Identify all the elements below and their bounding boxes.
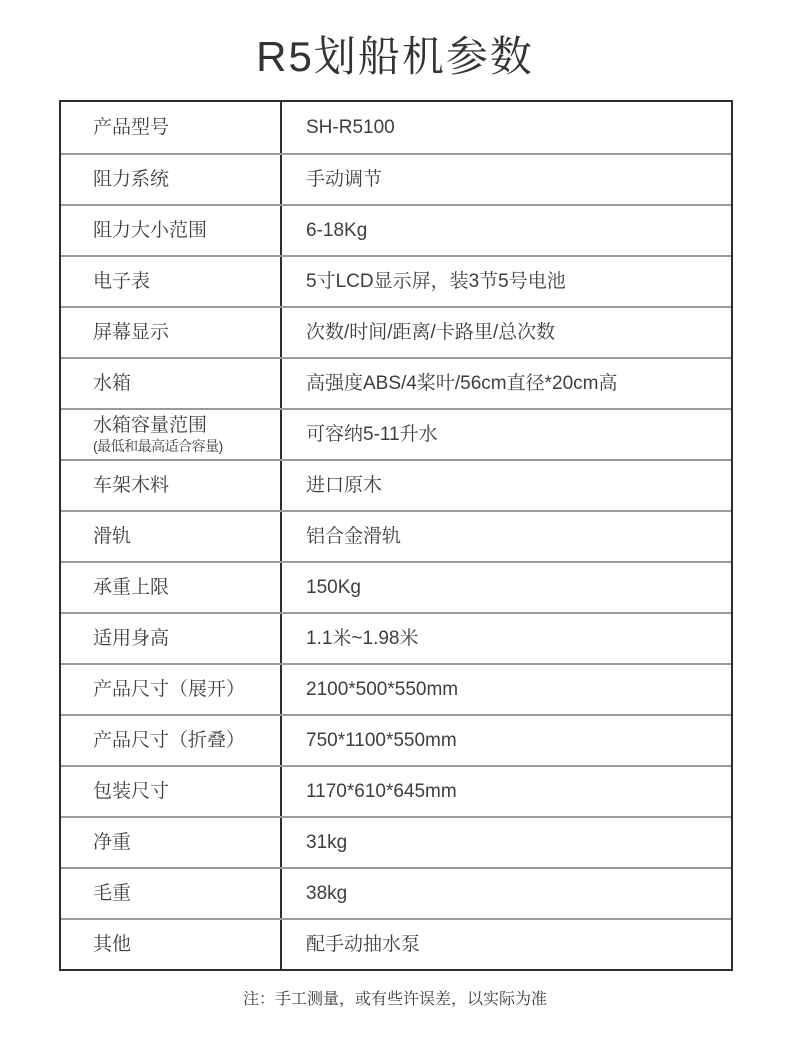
spec-label: 屏幕显示 — [93, 321, 170, 343]
spec-value-cell — [282, 512, 731, 561]
spec-value-cell — [282, 102, 731, 153]
spec-label: 阻力系统 — [93, 168, 170, 190]
table-row — [61, 561, 731, 612]
spec-value: 6-18Kg — [306, 219, 368, 241]
spec-value-cell — [282, 665, 731, 714]
spec-label-cell — [61, 359, 282, 408]
spec-value: 38kg — [306, 882, 348, 904]
table-row — [61, 408, 731, 459]
table-row — [61, 357, 731, 408]
spec-label: 产品尺寸（折叠） — [93, 729, 246, 751]
spec-value-cell — [282, 767, 731, 816]
table-row — [61, 714, 731, 765]
table-row — [61, 459, 731, 510]
spec-value: 手动调节 — [306, 168, 383, 190]
spec-value: 2100*500*550mm — [306, 678, 459, 700]
spec-label-cell — [61, 767, 282, 816]
spec-label: 承重上限 — [93, 576, 170, 598]
spec-label-cell — [61, 665, 282, 714]
spec-table — [59, 100, 733, 971]
spec-label-cell — [61, 818, 282, 867]
spec-value: 可容纳5-11升水 — [306, 423, 438, 445]
spec-value: 次数/时间/距离/卡路里/总次数 — [306, 321, 556, 343]
spec-value: 150Kg — [306, 576, 361, 598]
table-row — [61, 153, 731, 204]
spec-value-cell — [282, 869, 731, 918]
spec-label-cell — [61, 155, 282, 204]
spec-label-cell — [61, 410, 282, 459]
table-row — [61, 102, 731, 153]
table-row — [61, 918, 731, 969]
spec-label-cell — [61, 869, 282, 918]
spec-value: SH-R5100 — [306, 116, 395, 138]
spec-label: 产品尺寸（展开） — [93, 678, 246, 700]
spec-label-cell — [61, 102, 282, 153]
spec-value: 高强度ABS/4桨叶/56cm直径*20cm高 — [306, 372, 618, 394]
spec-label-cell — [61, 257, 282, 306]
spec-value-cell — [282, 614, 731, 663]
spec-label-cell — [61, 308, 282, 357]
table-row — [61, 663, 731, 714]
spec-value-cell — [282, 155, 731, 204]
spec-label-cell — [61, 512, 282, 561]
spec-value: 1.1米~1.98米 — [306, 627, 419, 649]
table-row — [61, 867, 731, 918]
spec-label: 适用身高 — [93, 627, 170, 649]
spec-label: 水箱 — [93, 372, 132, 394]
spec-label: 包装尺寸 — [93, 780, 170, 802]
spec-label: 车架木料 — [93, 474, 170, 496]
spec-value: 1170*610*645mm — [306, 780, 457, 802]
spec-value-cell — [282, 818, 731, 867]
spec-value-cell — [282, 461, 731, 510]
spec-value-cell — [282, 359, 731, 408]
table-row — [61, 816, 731, 867]
spec-label: 滑轨 — [93, 525, 132, 547]
spec-label-cell — [61, 614, 282, 663]
spec-label: 毛重 — [93, 882, 132, 904]
spec-value: 750*1100*550mm — [306, 729, 457, 751]
spec-label: 净重 — [93, 831, 132, 853]
page-title: R5划船机参数 — [256, 33, 534, 80]
spec-value-cell — [282, 716, 731, 765]
spec-value-cell — [282, 257, 731, 306]
spec-label-cell — [61, 563, 282, 612]
spec-value: 配手动抽水泵 — [306, 933, 421, 955]
spec-value-cell — [282, 308, 731, 357]
table-row — [61, 612, 731, 663]
spec-value-cell — [282, 410, 731, 459]
table-row — [61, 306, 731, 357]
spec-value: 5寸LCD显示屏，装3节5号电池 — [306, 270, 566, 292]
spec-value-cell — [282, 920, 731, 969]
spec-value-cell — [282, 206, 731, 255]
spec-value: 铝合金滑轨 — [306, 525, 402, 547]
spec-label: 水箱容量范围 — [93, 415, 208, 436]
spec-sublabel: (最低和最高适合容量) — [93, 438, 223, 454]
table-row — [61, 204, 731, 255]
spec-label-cell — [61, 716, 282, 765]
spec-label: 电子表 — [93, 270, 151, 292]
spec-label-cell — [61, 206, 282, 255]
spec-label-cell — [61, 461, 282, 510]
table-row — [61, 255, 731, 306]
spec-label: 产品型号 — [93, 116, 170, 138]
spec-value-cell — [282, 563, 731, 612]
spec-label: 阻力大小范围 — [93, 219, 208, 241]
spec-label-cell — [61, 920, 282, 969]
table-row — [61, 510, 731, 561]
spec-value: 31kg — [306, 831, 348, 853]
spec-label: 其他 — [93, 933, 132, 955]
measurement-note: 注：手工测量，或有些许误差，以实际为准 — [242, 991, 547, 1008]
table-row — [61, 765, 731, 816]
spec-value: 进口原木 — [306, 474, 383, 496]
